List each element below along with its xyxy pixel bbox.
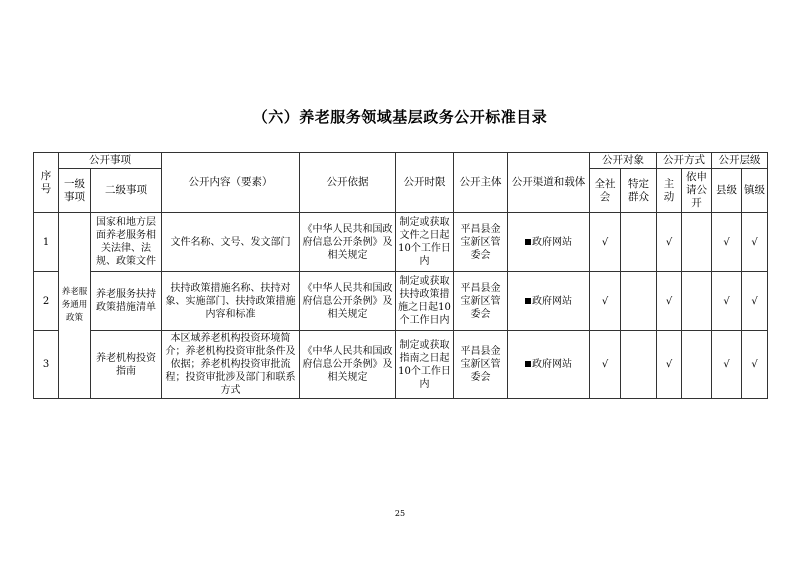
row-channel-cell: [508, 213, 590, 272]
row-content: 本区域养老机构投资环境简介；养老机构投资审批条件及依据；养老机构投资审批流程；投资审批涉及部门和联系方式: [162, 331, 300, 399]
square-bullet-icon: [525, 239, 531, 245]
row-request: [682, 272, 712, 331]
table-row: [34, 213, 768, 272]
table-row: [34, 331, 768, 399]
header-content: 公开内容（要素）: [162, 153, 300, 213]
row-level2: 养老服务扶持政策措施清单: [91, 272, 162, 331]
header-seq: 序号: [34, 153, 59, 213]
row-active: √: [657, 213, 682, 272]
header-method-request: 依申请公开: [682, 169, 712, 213]
row-active: √: [657, 331, 682, 399]
header-target: 公开对象: [590, 153, 657, 169]
row-time-limit: 制定或获取文件之日起10个工作日内: [396, 213, 454, 272]
header-level2: 二级事项: [91, 169, 162, 213]
header-time-limit: 公开时限: [396, 153, 454, 213]
row-content: 扶持政策措施名称、扶持对象、实施部门、扶持政策措施内容和标准: [162, 272, 300, 331]
row-target-specific: [621, 331, 657, 399]
row-subject: 平昌县金宝新区管委会: [454, 213, 508, 272]
header-level1: 一级事项: [59, 169, 91, 213]
header-method: 公开方式: [657, 153, 712, 169]
header-level: 公开层级: [712, 153, 768, 169]
header-level-county: 县级: [712, 169, 742, 213]
row-target-all: √: [590, 213, 621, 272]
row-basis: 《中华人民共和国政府信息公开条例》及相关规定: [300, 272, 396, 331]
header-target-all: 全社会: [590, 169, 621, 213]
header-target-specific: 特定群众: [621, 169, 657, 213]
disclosure-catalog-table: [33, 152, 768, 399]
row-county: √: [712, 272, 742, 331]
row-target-specific: [621, 213, 657, 272]
row-time-limit: 制定或获取扶持政策措施之日起10个工作日内: [396, 272, 454, 331]
row-active: √: [657, 272, 682, 331]
row-seq: 2: [34, 272, 59, 331]
row-basis: 《中华人民共和国政府信息公开条例》及相关规定: [300, 213, 396, 272]
header-level-town: 镇级: [742, 169, 768, 213]
header-subject: 公开主体: [454, 153, 508, 213]
row-town: √: [742, 272, 768, 331]
square-bullet-icon: [525, 298, 531, 304]
square-bullet-icon: [525, 361, 531, 367]
row-level2: 养老机构投资指南: [91, 331, 162, 399]
row-town: √: [742, 213, 768, 272]
header-channel: 公开渠道和载体: [508, 153, 590, 213]
header-method-active: 主动: [657, 169, 682, 213]
row-channel-cell: [508, 272, 590, 331]
category-cell: 养老服务通用政策: [59, 213, 91, 399]
row-time-limit: 制定或获取指南之日起10个工作日内: [396, 331, 454, 399]
row-subject: 平昌县金宝新区管委会: [454, 272, 508, 331]
row-level2: 国家和地方层面养老服务相关法律、法规、政策文件: [91, 213, 162, 272]
row-target-specific: [621, 272, 657, 331]
row-channel: 政府网站: [532, 359, 572, 370]
table-row: [34, 272, 768, 331]
row-channel-cell: [508, 331, 590, 399]
row-channel: 政府网站: [532, 295, 572, 307]
row-subject: 平昌县金宝新区管委会: [454, 331, 508, 399]
row-target-all: √: [590, 331, 621, 399]
row-content: 文件名称、文号、发文部门: [162, 213, 300, 272]
row-channel: 政府网站: [532, 236, 572, 248]
row-town: √: [742, 331, 768, 399]
row-request: [682, 213, 712, 272]
row-county: √: [712, 213, 742, 272]
header-basis: 公开依据: [300, 153, 396, 213]
row-county: √: [712, 331, 742, 399]
header-disclosure-matter: 公开事项: [59, 153, 162, 169]
row-seq: 1: [34, 213, 59, 272]
page-title: （六）养老服务领域基层政务公开标准目录: [252, 108, 548, 126]
row-target-all: √: [590, 272, 621, 331]
row-seq: 3: [34, 331, 59, 399]
row-request: [682, 331, 712, 399]
row-basis: 《中华人民共和国政府信息公开条例》及相关规定: [300, 331, 396, 399]
page-number: 25: [394, 509, 406, 518]
